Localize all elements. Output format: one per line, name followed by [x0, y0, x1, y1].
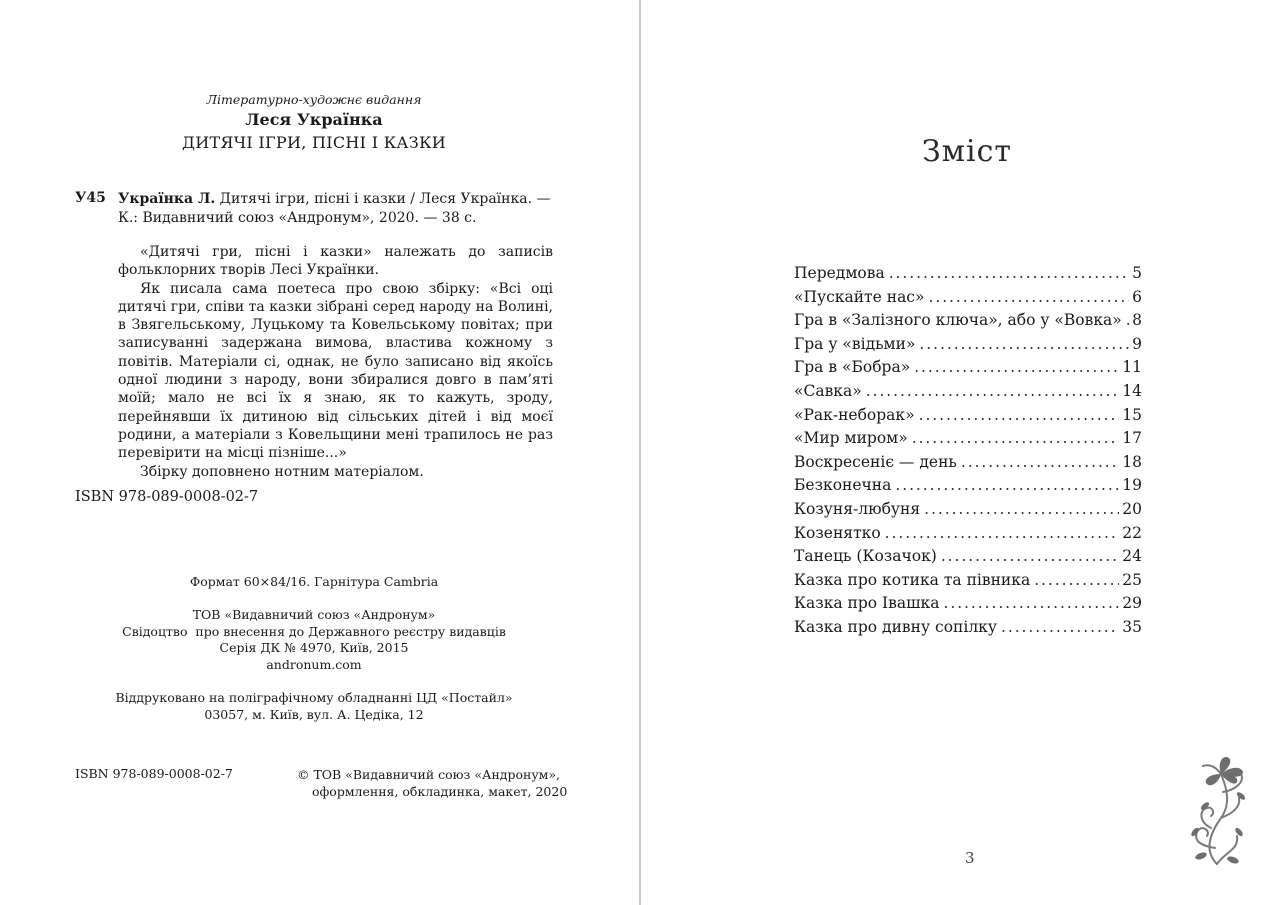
- toc-entry[interactable]: [794, 476, 1142, 500]
- toc-entry-page: 35: [1122, 617, 1142, 636]
- toc-entry-title: «Мир миром»: [794, 429, 908, 448]
- toc-leader-dots: [895, 476, 1119, 494]
- toc-entry-title: Казка про котика та півника: [794, 570, 1031, 589]
- right-page: [641, 0, 1281, 905]
- toc-leader-dots: [866, 382, 1120, 400]
- toc-entry[interactable]: [794, 335, 1142, 359]
- book-title: ДИТЯЧІ ІГРИ, ПІСНІ І КАЗКИ: [181, 133, 447, 152]
- toc-entry[interactable]: [794, 429, 1142, 453]
- toc-entry-page: 24: [1122, 547, 1142, 566]
- annotation-paragraph: Збірку доповнено нотним матеріалом.: [140, 463, 424, 480]
- toc-leader-dots: [941, 547, 1119, 565]
- toc-entry[interactable]: [794, 311, 1142, 335]
- toc-entry-title: Передмова: [794, 264, 885, 282]
- toc-entry[interactable]: [794, 571, 1142, 595]
- toc-entry-page: 8: [1132, 311, 1142, 330]
- annotation: [118, 243, 553, 481]
- publisher-site: andronum.com: [266, 656, 362, 672]
- toc-entry-title: Гра у «відьми»: [794, 334, 916, 353]
- toc-leader-dots: [924, 500, 1119, 518]
- toc-entry-page: 17: [1122, 429, 1142, 448]
- catalog-author: Українка Л.: [118, 191, 216, 207]
- toc-entry-title: «Пускайте нас»: [794, 287, 925, 306]
- publisher-certificate: Свідоцтво про внесення до Державного реєстру видавців: [122, 623, 506, 639]
- left-page: [0, 0, 639, 905]
- toc-leader-dots: [919, 406, 1120, 424]
- toc-entry[interactable]: [794, 500, 1142, 524]
- toc-entry[interactable]: [794, 358, 1142, 382]
- toc-entry-title: Казка про дивну сопілку: [794, 617, 997, 636]
- copyright-block: [297, 766, 567, 800]
- annotation-paragraph: Як писала сама поетеса про свою збірку: «Всі оці дитячі гри, співи та казки зібрані серед народу на Волині, в Звягельському, Луцькому та Ковельському повітах; при записуванні задержана вимова, властива кожному з повітів. Матеріали сі, однак, не було записано від якоїсь одної людини з народу, вони збиралися довго в пам’яті моїй; мало не всі їх я знаю, як то кажуть, зроду, перейнявши їх дитиною від сільських дітей і від моєї родини, а матеріали з Ковельщини мені трапилось не раз перевірити на місці пізніше...»: [118, 280, 553, 462]
- toc-leader-dots: [914, 358, 1119, 376]
- copyright-line: © ТОВ «Видавничий союз «Андронум»,: [297, 767, 561, 782]
- toc-entry-page: 25: [1122, 570, 1142, 589]
- toc-entry-page: 11: [1122, 358, 1142, 377]
- toc-entry-title: Безконечна: [794, 476, 892, 495]
- catalog-entry: [118, 190, 553, 228]
- toc-entry[interactable]: [794, 453, 1142, 477]
- toc-entry[interactable]: [794, 406, 1142, 430]
- toc-entry-title: Гра в «Залізного ключа», або у «Вовка»: [794, 311, 1122, 330]
- floral-ornament-icon: [1181, 752, 1249, 870]
- toc-entry[interactable]: [794, 594, 1142, 618]
- annotation-paragraph: «Дитячі гри, пісні і казки» належать до записів фольклорних творів Лесі Українки.: [118, 244, 553, 279]
- toc-entry-title: Гра в «Бобра»: [794, 358, 911, 377]
- catalog-details: Дитячі ігри, пісні і казки / Леся Українка. — К.: Видавничий союз «Андронум», 2020. — 38 с.: [118, 191, 551, 226]
- toc-entry[interactable]: [794, 382, 1142, 406]
- toc-entry[interactable]: [794, 264, 1142, 288]
- toc-entry-title: Казка про Івашка: [794, 594, 940, 613]
- toc-entry-page: 29: [1122, 594, 1142, 613]
- toc-entry-page: 15: [1122, 405, 1142, 424]
- toc-leader-dots: [889, 264, 1129, 282]
- toc-entry[interactable]: [794, 288, 1142, 312]
- author-name: Леся Українка: [245, 110, 383, 129]
- toc-entry-title: Козенятко: [794, 523, 881, 542]
- printer-block: [0, 690, 628, 723]
- toc-entry[interactable]: [794, 524, 1142, 548]
- page-number: 3: [965, 849, 975, 867]
- toc-entry-page: 22: [1122, 523, 1142, 542]
- publisher-block: [0, 607, 628, 673]
- series-line: Літературно-художнє видання: [206, 92, 422, 107]
- toc-entry-page: 5: [1132, 264, 1142, 282]
- toc-entry-title: Козуня-любуня: [794, 499, 921, 518]
- isbn-top: ISBN 978-089-0008-02-7: [75, 489, 259, 505]
- toc-entry[interactable]: [794, 618, 1142, 642]
- toc-entry-title: «Рак-неборак»: [794, 405, 915, 424]
- isbn-bottom: ISBN 978-089-0008-02-7: [75, 766, 233, 781]
- printer-address: 03057, м. Київ, вул. А. Цедіка, 12: [204, 706, 424, 722]
- toc-heading: Зміст: [921, 134, 1013, 169]
- toc-leader-dots: [919, 335, 1129, 353]
- udk-code: У45: [75, 190, 106, 206]
- printer-line: Віддруковано на поліграфічному обладнанні ЦД «Постайл»: [115, 690, 513, 705]
- toc-entry[interactable]: [794, 547, 1142, 571]
- toc-leader-dots: [912, 429, 1120, 447]
- toc-leader-dots: [961, 453, 1119, 471]
- toc-entry-title: Танець (Козачок): [794, 547, 937, 566]
- copyright-line: оформлення, обкладинка, макет, 2020: [312, 784, 568, 799]
- toc-entry-page: 20: [1122, 499, 1142, 518]
- toc-entry-page: 9: [1132, 334, 1142, 353]
- publisher-series: Серія ДК № 4970, Київ, 2015: [219, 640, 409, 655]
- toc-leader-dots: [1001, 618, 1119, 636]
- toc-entry-title: Воскресеніє — день: [794, 452, 957, 471]
- toc-entry-page: 6: [1132, 287, 1142, 306]
- table-of-contents: [794, 264, 1142, 642]
- toc-entry-page: 14: [1122, 381, 1142, 400]
- toc-leader-dots: [885, 524, 1120, 542]
- toc-leader-dots: [1034, 571, 1119, 589]
- toc-entry-title: «Савка»: [794, 381, 862, 400]
- toc-entry-page: 19: [1122, 476, 1142, 495]
- publisher-name: ТОВ «Видавничий союз «Андронум»: [192, 607, 436, 622]
- format-line: Формат 60×84/16. Гарнітура Cambria: [189, 574, 439, 589]
- toc-entry-page: 18: [1122, 452, 1142, 471]
- toc-leader-dots: [944, 594, 1120, 612]
- toc-leader-dots: [928, 288, 1129, 306]
